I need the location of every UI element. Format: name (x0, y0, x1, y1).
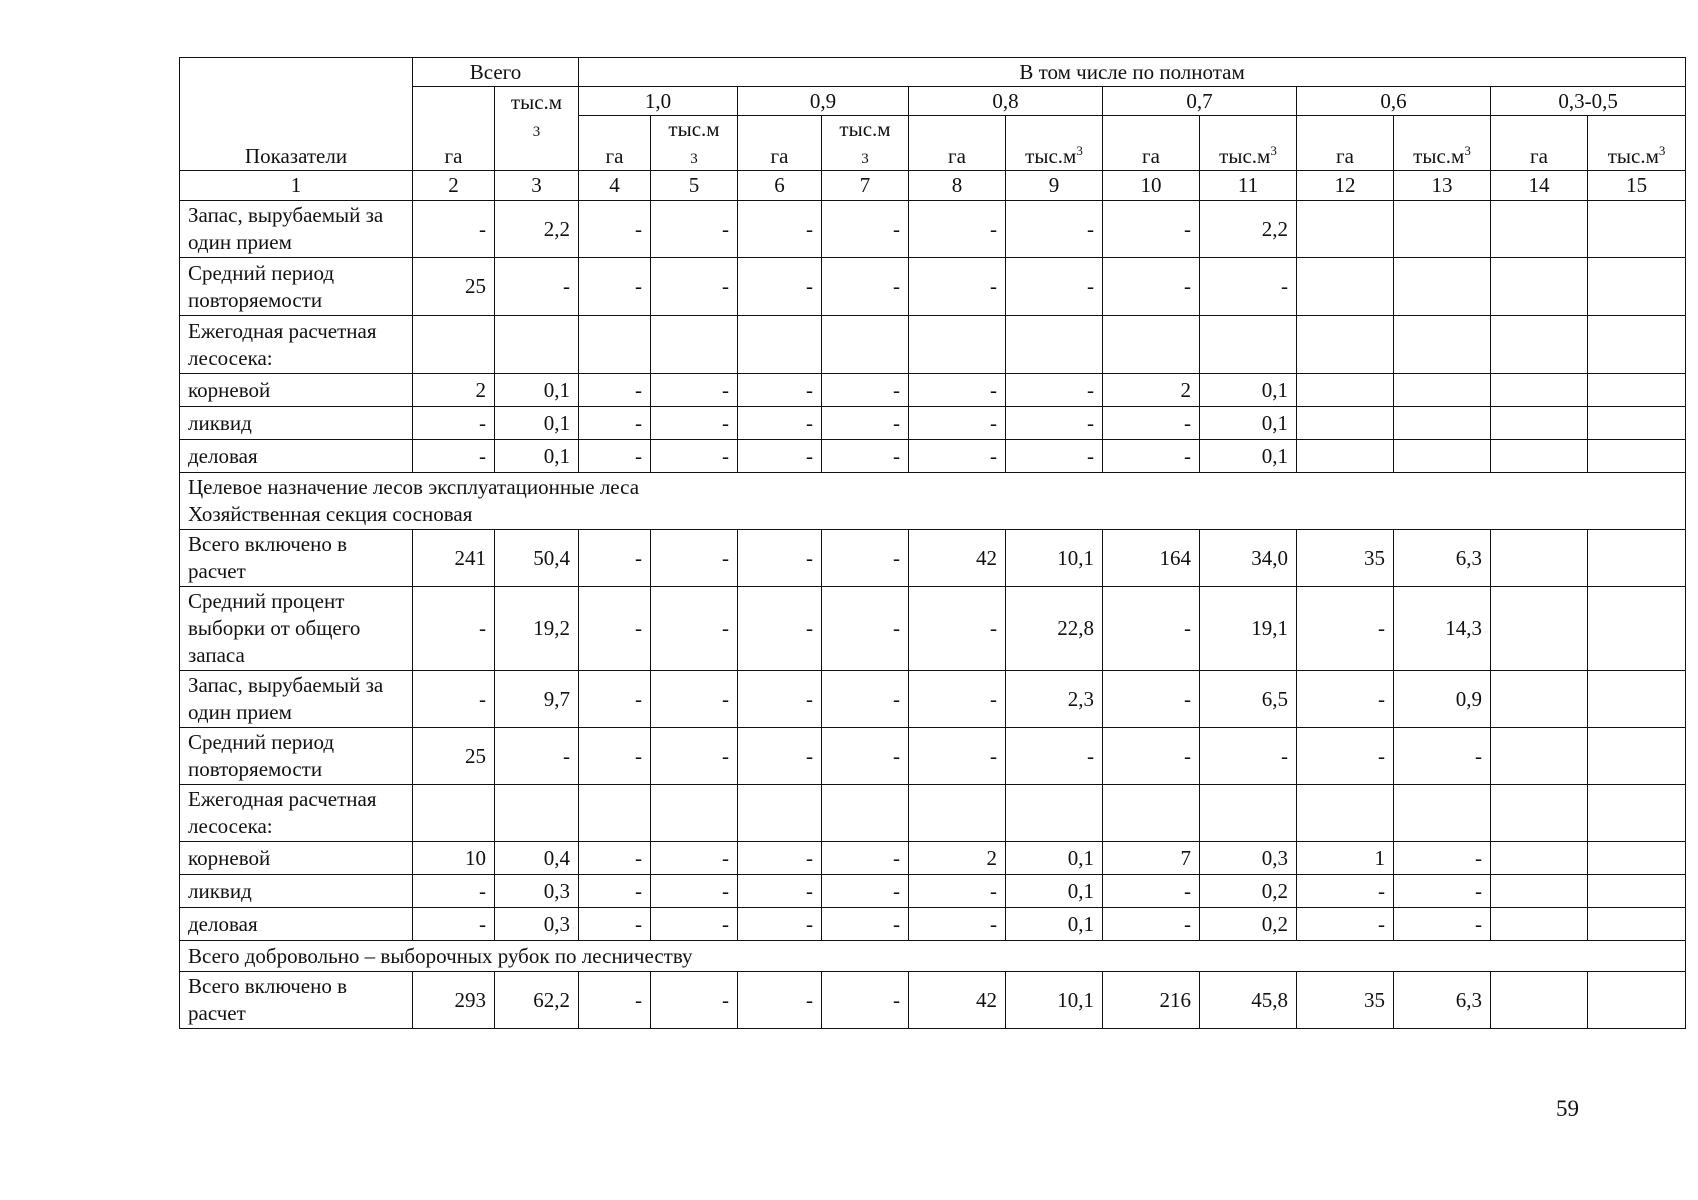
table-cell: 2,2 (495, 201, 579, 258)
table-cell: - (651, 374, 738, 407)
table-cell: - (1006, 258, 1103, 316)
table-cell (1588, 972, 1686, 1029)
table-cell (1588, 258, 1686, 316)
density-group-header: 0,8 (909, 87, 1103, 116)
table-cell: 42 (909, 530, 1006, 587)
table-cell (1491, 258, 1588, 316)
total-ha-header: га (413, 87, 495, 171)
density-group-header: 0,3-0,5 (1491, 87, 1686, 116)
table-cell: - (738, 875, 822, 908)
table-cell: 10 (413, 842, 495, 875)
table-cell (1297, 258, 1394, 316)
table-cell: - (738, 728, 822, 785)
table-cell: - (1200, 728, 1297, 785)
row-label: Ежегодная расчетная лесосека: (180, 785, 413, 842)
column-number: 9 (1006, 171, 1103, 201)
unit-ha-header: га (1297, 116, 1394, 171)
table-cell: - (909, 440, 1006, 473)
table-cell: 7 (1103, 842, 1200, 875)
table-cell: - (1006, 407, 1103, 440)
table-cell: - (909, 875, 1006, 908)
table-cell: - (413, 201, 495, 258)
table-cell (1491, 908, 1588, 941)
table-row (180, 374, 1686, 407)
table-cell: - (579, 258, 651, 316)
unit-km3-header: $тыс.м^3$ (1394, 116, 1491, 171)
unit-km3-header: тыс.м 3 (651, 116, 738, 171)
total-km3-header: тыс.м 3 (495, 87, 579, 171)
table-cell: - (1394, 728, 1491, 785)
table-cell: - (579, 908, 651, 941)
table-row (180, 407, 1686, 440)
table-cell: - (413, 875, 495, 908)
table-cell (1297, 440, 1394, 473)
table-cell: - (579, 440, 651, 473)
table-cell: 216 (1103, 972, 1200, 1029)
table-cell (1491, 728, 1588, 785)
table-cell: - (909, 374, 1006, 407)
table-cell (1394, 785, 1491, 842)
forest-stock-table (179, 57, 1686, 1029)
table-cell: - (909, 407, 1006, 440)
table-cell: 34,0 (1200, 530, 1297, 587)
table-cell: - (413, 587, 495, 671)
table-cell: - (1394, 842, 1491, 875)
table-cell: - (822, 875, 909, 908)
column-number: 7 (822, 171, 909, 201)
table-cell: 42 (909, 972, 1006, 1029)
table-cell: - (1103, 671, 1200, 728)
table-cell (1588, 374, 1686, 407)
row-label: корневой (180, 842, 413, 875)
table-cell: 14,3 (1394, 587, 1491, 671)
table-cell: - (1394, 875, 1491, 908)
table-cell: - (738, 908, 822, 941)
table-cell: - (909, 201, 1006, 258)
table-cell: - (909, 728, 1006, 785)
column-number: 3 (495, 171, 579, 201)
table-cell (1588, 440, 1686, 473)
row-label: ликвид (180, 875, 413, 908)
table-row (180, 875, 1686, 908)
table-cell (1103, 316, 1200, 374)
table-cell: - (822, 530, 909, 587)
table-cell (1491, 530, 1588, 587)
table-cell: - (1103, 201, 1200, 258)
table-cell: 0,1 (495, 374, 579, 407)
table-cell (1588, 875, 1686, 908)
table-cell: 25 (413, 728, 495, 785)
table-cell (1491, 875, 1588, 908)
table-cell: - (651, 728, 738, 785)
table-cell: 22,8 (1006, 587, 1103, 671)
table-cell (1491, 201, 1588, 258)
table-cell: - (822, 440, 909, 473)
section-heading: Всего добровольно – выборочных рубок по лесничеству (180, 941, 1686, 972)
table-row (180, 587, 1686, 671)
table-cell: - (651, 258, 738, 316)
table-cell (822, 785, 909, 842)
table-cell: - (1297, 671, 1394, 728)
table-cell: - (1006, 440, 1103, 473)
table-cell: - (1103, 407, 1200, 440)
table-cell: - (1006, 374, 1103, 407)
table-row (180, 258, 1686, 316)
row-label: Средний период повторяемости (180, 258, 413, 316)
table-cell (1491, 785, 1588, 842)
table-row (180, 785, 1686, 842)
table-cell (1588, 587, 1686, 671)
table-cell: 0,1 (1006, 908, 1103, 941)
table-cell (738, 316, 822, 374)
table-cell: 0,1 (495, 440, 579, 473)
table-cell (1491, 316, 1588, 374)
table-cell: - (579, 728, 651, 785)
table-cell (1588, 201, 1686, 258)
table-cell: - (738, 972, 822, 1029)
table-cell: 10,1 (1006, 530, 1103, 587)
column-number: 12 (1297, 171, 1394, 201)
table-cell (1491, 972, 1588, 1029)
table-cell: - (738, 374, 822, 407)
table-cell: - (579, 374, 651, 407)
table-cell: 164 (1103, 530, 1200, 587)
unit-ha-header: га (909, 116, 1006, 171)
table-cell (822, 316, 909, 374)
table-cell: - (1103, 440, 1200, 473)
table-cell: - (1103, 875, 1200, 908)
table-cell (738, 785, 822, 842)
table-cell: 45,8 (1200, 972, 1297, 1029)
table-cell: - (579, 530, 651, 587)
table-cell: 25 (413, 258, 495, 316)
table-cell: - (1006, 201, 1103, 258)
table-cell: - (909, 587, 1006, 671)
table-cell: 0,2 (1200, 908, 1297, 941)
unit-km3-header: $тыс.м^3$ (1588, 116, 1686, 171)
section-heading-row (180, 941, 1686, 972)
table-cell (1491, 842, 1588, 875)
table-cell: 19,1 (1200, 587, 1297, 671)
column-number: 13 (1394, 171, 1491, 201)
table-cell: 0,3 (1200, 842, 1297, 875)
table-cell (1491, 407, 1588, 440)
row-label: ликвид (180, 407, 413, 440)
table-cell (1006, 316, 1103, 374)
row-label: деловая (180, 908, 413, 941)
table-cell (1491, 374, 1588, 407)
table-cell (909, 785, 1006, 842)
table-row (180, 316, 1686, 374)
table-cell: 0,1 (1006, 842, 1103, 875)
table-cell: 9,7 (495, 671, 579, 728)
table-cell: 0,3 (495, 908, 579, 941)
table-cell (579, 316, 651, 374)
column-number: 2 (413, 171, 495, 201)
column-number: 10 (1103, 171, 1200, 201)
including-header: В том числе по полнотам (579, 58, 1686, 87)
table-cell: - (651, 972, 738, 1029)
table-cell: - (738, 440, 822, 473)
table-cell (1588, 728, 1686, 785)
row-label: Запас, вырубаемый за один прием (180, 671, 413, 728)
table-cell: - (909, 908, 1006, 941)
row-label: Запас, вырубаемый за один прием (180, 201, 413, 258)
table-cell (1297, 201, 1394, 258)
table-cell (1394, 440, 1491, 473)
table-cell (1491, 671, 1588, 728)
table-cell: - (738, 671, 822, 728)
table-cell: 50,4 (495, 530, 579, 587)
table-row (180, 440, 1686, 473)
table-cell: - (738, 407, 822, 440)
table-cell (1588, 842, 1686, 875)
unit-km3-header: $тыс.м^3$ (1006, 116, 1103, 171)
row-label: Ежегодная расчетная лесосека: (180, 316, 413, 374)
table-cell (651, 785, 738, 842)
row-label: Средний процент выборки от общего запаса (180, 587, 413, 671)
table-cell (495, 785, 579, 842)
row-label: деловая (180, 440, 413, 473)
table-cell (1394, 258, 1491, 316)
table-cell: 35 (1297, 972, 1394, 1029)
table-cell: 0,1 (1200, 374, 1297, 407)
table-cell: 6,3 (1394, 972, 1491, 1029)
table-cell: - (651, 671, 738, 728)
density-group-header: 0,7 (1103, 87, 1297, 116)
row-label: Всего включено в расчет (180, 972, 413, 1029)
table-cell: - (1103, 587, 1200, 671)
table-cell: - (579, 201, 651, 258)
table-cell (1297, 316, 1394, 374)
column-number: 4 (579, 171, 651, 201)
column-numbers-row (180, 171, 1686, 201)
table-cell (495, 316, 579, 374)
table-cell: 0,1 (1200, 407, 1297, 440)
column-number: 6 (738, 171, 822, 201)
table-cell: - (738, 587, 822, 671)
table-cell: - (1394, 908, 1491, 941)
column-number: 11 (1200, 171, 1297, 201)
table-row (180, 842, 1686, 875)
section-heading-row (180, 473, 1686, 530)
table-cell (1588, 785, 1686, 842)
table-cell: - (822, 407, 909, 440)
table-cell: 0,1 (495, 407, 579, 440)
table-cell: - (822, 728, 909, 785)
column-number: 1 (180, 171, 413, 201)
table-cell: - (1103, 258, 1200, 316)
table-cell (1103, 785, 1200, 842)
table-cell (1588, 407, 1686, 440)
table-cell (651, 316, 738, 374)
table-cell: 0,1 (1200, 440, 1297, 473)
density-group-header: 0,6 (1297, 87, 1491, 116)
table-cell: 35 (1297, 530, 1394, 587)
table-cell: 1 (1297, 842, 1394, 875)
table-cell: 0,4 (495, 842, 579, 875)
table-cell: - (651, 587, 738, 671)
table-cell (1491, 587, 1588, 671)
table-cell: - (579, 972, 651, 1029)
table-cell: 6,5 (1200, 671, 1297, 728)
table-row (180, 908, 1686, 941)
table-row (180, 201, 1686, 258)
table-cell: - (822, 671, 909, 728)
unit-km3-header: тыс.м 3 (822, 116, 909, 171)
table-cell: - (651, 908, 738, 941)
table-cell: - (1103, 908, 1200, 941)
row-label: Всего включено в расчет (180, 530, 413, 587)
table-cell: - (579, 407, 651, 440)
table-cell (1297, 407, 1394, 440)
table-cell: - (738, 530, 822, 587)
column-number: 5 (651, 171, 738, 201)
table-cell: - (651, 530, 738, 587)
table-cell (1491, 440, 1588, 473)
table-cell (1394, 201, 1491, 258)
table-cell (1588, 671, 1686, 728)
column-number: 14 (1491, 171, 1588, 201)
table-cell (413, 316, 495, 374)
table-cell: - (1297, 875, 1394, 908)
table-cell: - (822, 842, 909, 875)
unit-ha-header: га (738, 116, 822, 171)
table-cell: - (413, 671, 495, 728)
unit-ha-header: га (579, 116, 651, 171)
table-cell: - (413, 908, 495, 941)
table-cell (1588, 316, 1686, 374)
table-cell: 0,9 (1394, 671, 1491, 728)
table-cell: 293 (413, 972, 495, 1029)
column-number: 15 (1588, 171, 1686, 201)
table-cell: - (738, 201, 822, 258)
table-cell: - (579, 671, 651, 728)
table-cell (413, 785, 495, 842)
table-cell: - (651, 875, 738, 908)
unit-ha-header: га (1491, 116, 1588, 171)
table-cell: - (822, 587, 909, 671)
table-cell: - (822, 908, 909, 941)
table-cell (579, 785, 651, 842)
table-cell: - (1103, 728, 1200, 785)
table-cell (1588, 908, 1686, 941)
table-cell: - (1297, 908, 1394, 941)
table-cell: - (579, 587, 651, 671)
table-cell: - (1200, 258, 1297, 316)
table-cell (1394, 374, 1491, 407)
table-cell: - (495, 728, 579, 785)
table-cell: 10,1 (1006, 972, 1103, 1029)
table-cell: - (1297, 587, 1394, 671)
table-cell: - (738, 842, 822, 875)
table-cell: 0,3 (495, 875, 579, 908)
table-cell: - (738, 258, 822, 316)
table-cell: - (822, 258, 909, 316)
table-cell: - (579, 875, 651, 908)
table-row (180, 530, 1686, 587)
table-cell: 19,2 (495, 587, 579, 671)
table-cell (1394, 316, 1491, 374)
table-cell (1006, 785, 1103, 842)
table-row (180, 671, 1686, 728)
table-cell (1297, 374, 1394, 407)
table-cell: - (1006, 728, 1103, 785)
table-cell: - (579, 842, 651, 875)
table-cell: - (413, 440, 495, 473)
table-cell: - (822, 972, 909, 1029)
table-cell: 0,1 (1006, 875, 1103, 908)
row-label: Средний период повторяемости (180, 728, 413, 785)
table-cell: - (651, 440, 738, 473)
table-cell: - (651, 407, 738, 440)
row-label: корневой (180, 374, 413, 407)
table-cell: - (822, 374, 909, 407)
table-row (180, 728, 1686, 785)
table-cell (1394, 407, 1491, 440)
table-cell: 241 (413, 530, 495, 587)
section-heading: Целевое назначение лесов эксплуатационные леса Хозяйственная секция сосновая (180, 473, 1686, 530)
table-cell: - (909, 258, 1006, 316)
table-row (180, 972, 1686, 1029)
table-cell: - (909, 671, 1006, 728)
table-cell: - (651, 201, 738, 258)
table-cell: 2,3 (1006, 671, 1103, 728)
table-cell: 2 (909, 842, 1006, 875)
table-cell: - (1297, 728, 1394, 785)
table-cell (909, 316, 1006, 374)
table-cell: - (822, 201, 909, 258)
total-header: Всего (413, 58, 579, 87)
table-cell: - (495, 258, 579, 316)
table-cell: 0,2 (1200, 875, 1297, 908)
table-cell: - (651, 842, 738, 875)
density-group-header: 1,0 (579, 87, 738, 116)
density-group-header: 0,9 (738, 87, 909, 116)
table-cell (1588, 530, 1686, 587)
indicators-header: Показатели (180, 58, 413, 171)
table-cell (1200, 785, 1297, 842)
table-cell (1297, 785, 1394, 842)
table-cell: - (413, 407, 495, 440)
page-number: 59 (1556, 1096, 1579, 1121)
table-cell: 2 (413, 374, 495, 407)
column-number: 8 (909, 171, 1006, 201)
unit-km3-header: $тыс.м^3$ (1200, 116, 1297, 171)
table-cell (1200, 316, 1297, 374)
table-cell: 2,2 (1200, 201, 1297, 258)
unit-ha-header: га (1103, 116, 1200, 171)
table-cell: 2 (1103, 374, 1200, 407)
table-cell: 6,3 (1394, 530, 1491, 587)
table-cell: 62,2 (495, 972, 579, 1029)
